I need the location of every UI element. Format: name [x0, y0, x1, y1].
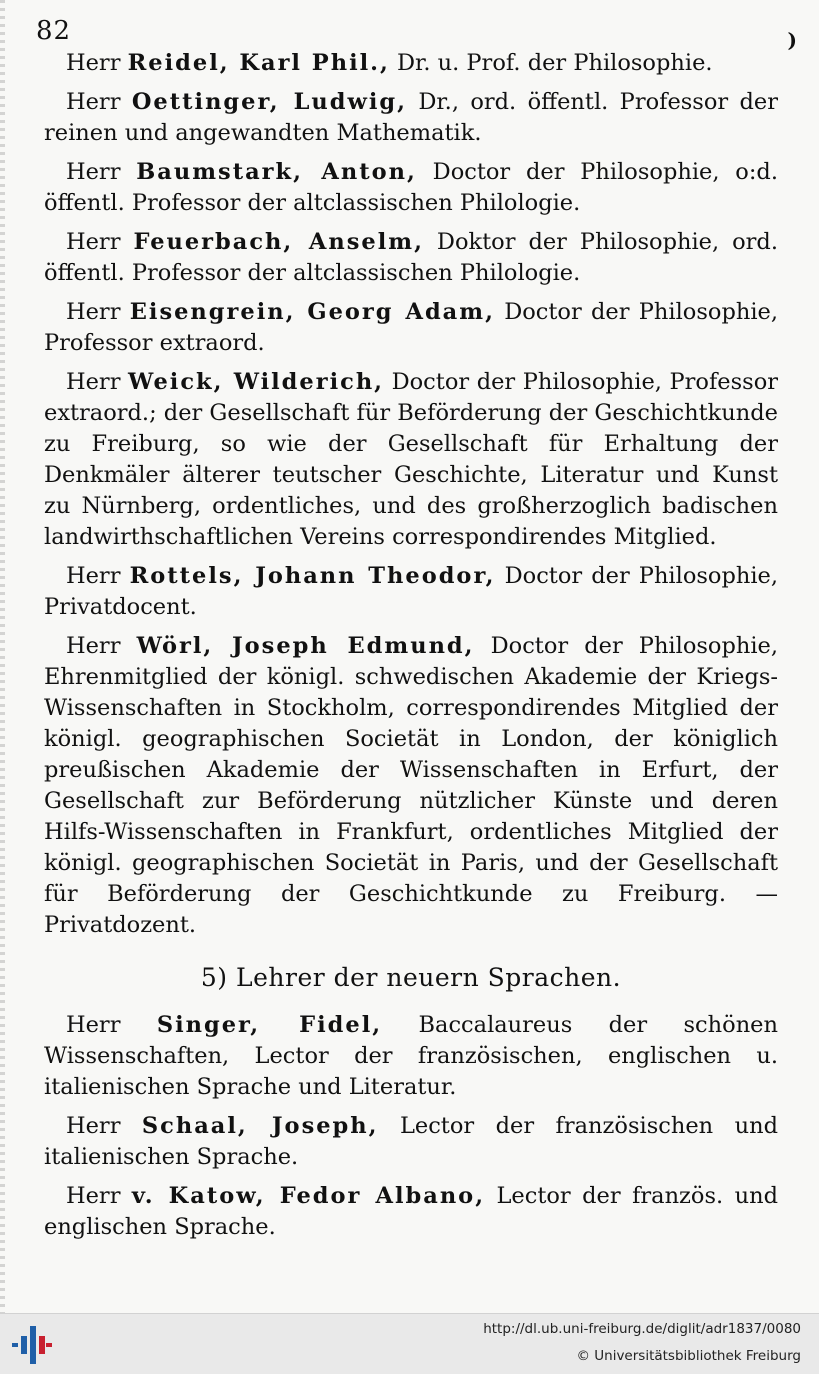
entry-honorific: Herr — [66, 159, 121, 185]
entry-name: Reidel, Karl Phil., — [127, 50, 390, 76]
entry-name: Wörl, Joseph Edmund, — [136, 633, 475, 659]
entry-description: Dr. u. Prof. der Philosophie. — [397, 50, 713, 76]
entry-description: Doctor der Philosophie, Ehrenmitglied der königl. schwedischen Akademie der Kriegs-Wissenschaften in Stockholm, correspondirendes Mitglied der königl. geographischen Societät in London, der königlich preußischen Akademie der Wissenschaften in Erfurt, der Gesellschaft zur Beförderung nützlicher Künste und deren Hilfs-Wissenschaften in Frankfurt, ordentliches Mitglied der königl. geographischen Societät in Paris, und der Gesellschaft für Beförderung der Geschichtkunde zu Freiburg. — Privatdozent. — [44, 633, 779, 938]
entry-singer — [44, 1010, 778, 1103]
page-url-link[interactable]: http://dl.ub.uni-freiburg.de/diglit/adr1837/0080 — [483, 1321, 801, 1337]
entry-rottels — [44, 561, 778, 623]
edge-mark: ) — [787, 28, 797, 52]
entry-description: Doktor der Philosophie, ord. öffentl. Professor der altclassischen Philologie. — [44, 229, 778, 286]
entry-eisengrein — [44, 297, 778, 359]
entry-description: Lector der französ. und englischen Sprache. — [44, 1183, 778, 1240]
viewer-footer — [0, 1313, 819, 1374]
entry-name: Weick, Wilderich, — [128, 369, 385, 395]
entry-reidel — [44, 48, 778, 79]
entry-honorific: Herr — [66, 1183, 121, 1209]
entry-honorific: Herr — [66, 50, 121, 76]
entry-woerl — [44, 631, 778, 941]
entry-honorific: Herr — [66, 229, 121, 255]
entry-description: Lector der französischen und italienischen Sprache. — [44, 1113, 778, 1170]
entry-name: Oettinger, Ludwig, — [131, 89, 407, 115]
entry-honorific: Herr — [66, 563, 121, 589]
entry-honorific: Herr — [66, 1113, 121, 1139]
page-number: 82 — [36, 16, 72, 46]
entry-schaal — [44, 1111, 778, 1173]
entry-name: Eisengrein, Georg Adam, — [129, 299, 495, 325]
page-content — [44, 48, 778, 1251]
ub-freiburg-logo-icon — [12, 1326, 52, 1364]
entry-description: Doctor der Philosophie, Professor extraord.; der Gesellschaft für Beförderung der Geschichtkunde zu Freiburg, so wie der Gesellschaft für Erhaltung der Denkmäler älterer teutscher Geschichte, Literatur und Kunst zu Nürnberg, ordentliches, und des großherzoglich badischen landwirthschaftlichen Vereins correspondirendes Mitglied. — [44, 369, 779, 550]
entry-honorific: Herr — [66, 299, 121, 325]
entry-oettinger — [44, 87, 778, 149]
entry-description: Baccalaureus der schönen Wissenschaften, Lector der französischen, englischen u. italienischen Sprache und Literatur. — [44, 1012, 778, 1100]
entry-honorific: Herr — [66, 1012, 121, 1038]
entry-name: Feuerbach, Anselm, — [133, 229, 424, 255]
page-edge — [0, 0, 5, 1313]
entry-description: Dr., ord. öffentl. Professor der reinen und angewandten Mathematik. — [44, 89, 778, 146]
entry-name: Baumstark, Anton, — [136, 159, 417, 185]
entry-katow — [44, 1181, 778, 1243]
entry-name: Singer, Fidel, — [156, 1012, 383, 1038]
entry-feuerbach — [44, 227, 778, 289]
copyright-notice: © Universitätsbibliothek Freiburg — [576, 1348, 801, 1364]
entry-description: Doctor der Philosophie, Professor extraord. — [44, 299, 779, 356]
entry-honorific: Herr — [66, 89, 121, 115]
entry-name: v. Katow, Fedor Albano, — [131, 1183, 486, 1209]
entry-description: Doctor der Philosophie, o:d. öffentl. Professor der altclassischen Philologie. — [44, 159, 778, 216]
entry-name: Rottels, Johann Theodor, — [129, 563, 496, 589]
entry-weick — [44, 367, 778, 553]
entry-honorific: Herr — [66, 369, 121, 395]
entry-name: Schaal, Joseph, — [141, 1113, 379, 1139]
entry-description: Doctor der Philosophie, Privatdocent. — [44, 563, 779, 620]
entry-baumstark — [44, 157, 778, 219]
entry-honorific: Herr — [66, 633, 121, 659]
section-heading: 5) Lehrer der neuern Sprachen. — [200, 963, 622, 992]
